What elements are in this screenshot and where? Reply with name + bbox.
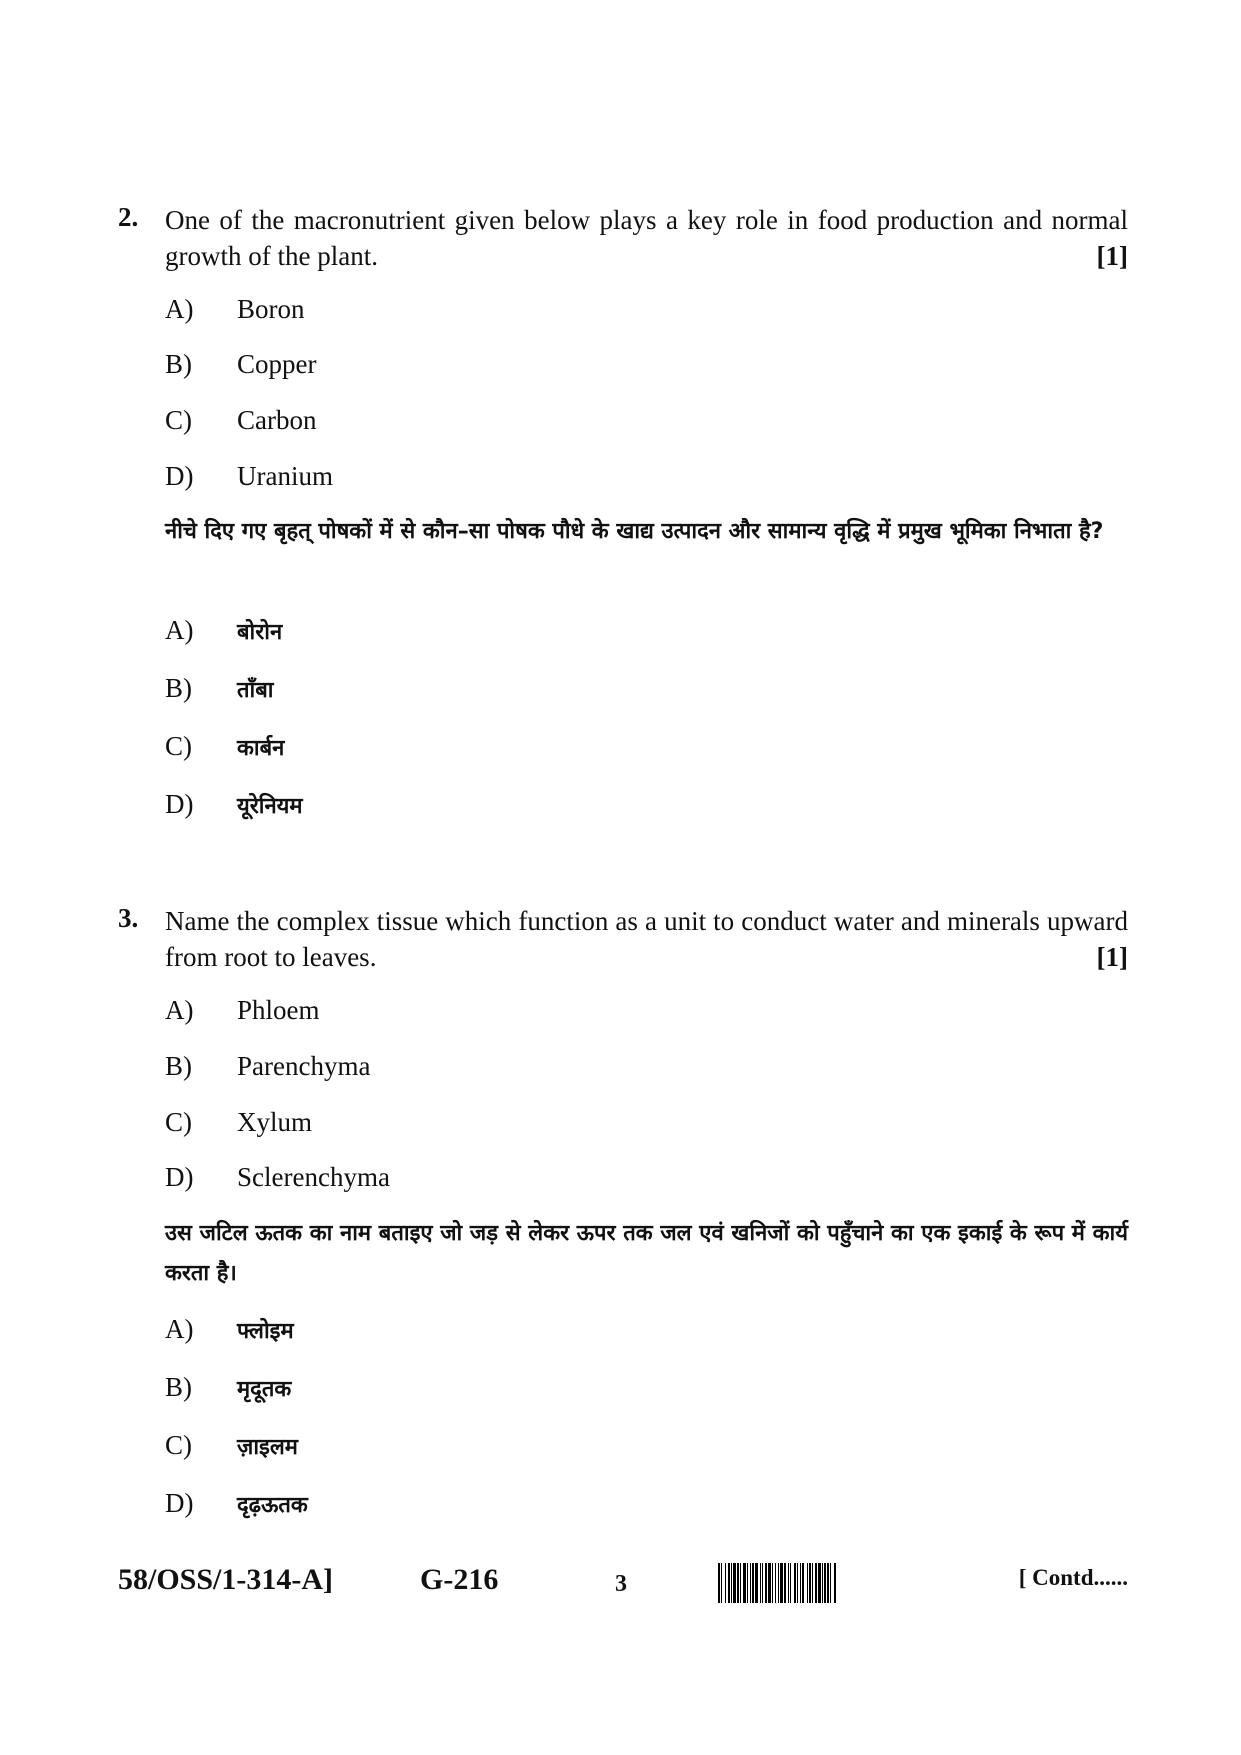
question-marks: [1] xyxy=(1096,241,1128,271)
option-label: D) xyxy=(165,789,194,819)
option-d-hi xyxy=(165,784,303,827)
option-label: B) xyxy=(165,1372,192,1402)
option-label: C) xyxy=(165,405,192,435)
question-text-en: One of the macronutrient given below plays a key role in food production and normal growth of the plant. xyxy=(165,205,1128,271)
question-text-hi: नीचे दिए गए बृहत् पोषकों में से कौन–सा पोषक पौधे के खाद्य उत्पादन और सामान्य वृद्धि में प्रमुख भूमिका निभाता है? xyxy=(165,519,1104,544)
option-label: C) xyxy=(165,1430,192,1460)
option-label: B) xyxy=(165,1051,192,1081)
series-code: G-216 xyxy=(420,1563,499,1596)
option-text: Boron xyxy=(237,294,305,324)
page-footer xyxy=(118,1563,1128,1613)
option-text: Copper xyxy=(237,349,317,379)
option-label: A) xyxy=(165,294,194,324)
option-d-en xyxy=(165,458,333,494)
question-marks: [1] xyxy=(1096,942,1128,972)
option-text: Uranium xyxy=(237,461,333,491)
option-c-hi xyxy=(165,1425,298,1468)
option-text: मृदूतक xyxy=(237,1377,292,1402)
option-label: D) xyxy=(165,1488,194,1518)
option-d-en xyxy=(165,1159,390,1195)
option-b-en xyxy=(165,346,316,382)
option-text: Phloem xyxy=(237,995,320,1025)
barcode xyxy=(718,1563,988,1603)
option-text: Sclerenchyma xyxy=(237,1162,390,1192)
question-number: 3. xyxy=(118,903,139,933)
page-number: 3 xyxy=(615,1571,627,1597)
option-text: दृढ़ऊतक xyxy=(237,1493,308,1518)
option-label: A) xyxy=(165,995,194,1025)
option-c-en xyxy=(165,1104,312,1140)
option-label: D) xyxy=(165,461,194,491)
option-d-hi xyxy=(165,1483,308,1526)
option-text: यूरेनियम xyxy=(237,794,303,819)
barcode-bar xyxy=(836,1563,837,1603)
option-text: कार्बन xyxy=(237,736,285,761)
option-text: ज़ाइलम xyxy=(237,1435,298,1460)
option-label: B) xyxy=(165,349,192,379)
option-a-hi xyxy=(165,610,282,653)
option-label: A) xyxy=(165,1314,194,1344)
option-label: B) xyxy=(165,673,192,703)
paper-code: 58/OSS/1-314-A] xyxy=(118,1563,334,1596)
option-label: C) xyxy=(165,731,192,761)
option-b-en xyxy=(165,1048,370,1084)
option-text: बोरोन xyxy=(237,620,283,645)
option-label: C) xyxy=(165,1107,192,1137)
option-text: Carbon xyxy=(237,405,317,435)
continued-label: [ Contd...... xyxy=(1018,1565,1128,1590)
option-a-hi xyxy=(165,1309,294,1352)
option-c-en xyxy=(165,402,316,438)
option-text: फ्लोइम xyxy=(237,1319,294,1344)
question-number: 2. xyxy=(118,202,139,232)
option-a-en xyxy=(165,992,320,1028)
option-a-en xyxy=(165,291,305,327)
option-text: Parenchyma xyxy=(237,1051,371,1081)
option-text: Xylum xyxy=(237,1107,313,1137)
question-text-en: Name the complex tissue which function as a unit to conduct water and minerals upward from root to leaves. xyxy=(165,906,1128,972)
option-b-hi xyxy=(165,668,274,711)
option-b-hi xyxy=(165,1367,291,1410)
option-text: ताँबा xyxy=(237,678,274,703)
option-c-hi xyxy=(165,726,284,769)
option-label: D) xyxy=(165,1162,194,1192)
option-label: A) xyxy=(165,615,194,645)
question-text-hi: उस जटिल ऊतक का नाम बताइए जो जड़ से लेकर ऊपर तक जल एवं खनिजों को पहुँचाने का एक इकाई के रूप में कार्य करता है। xyxy=(165,1221,1128,1286)
